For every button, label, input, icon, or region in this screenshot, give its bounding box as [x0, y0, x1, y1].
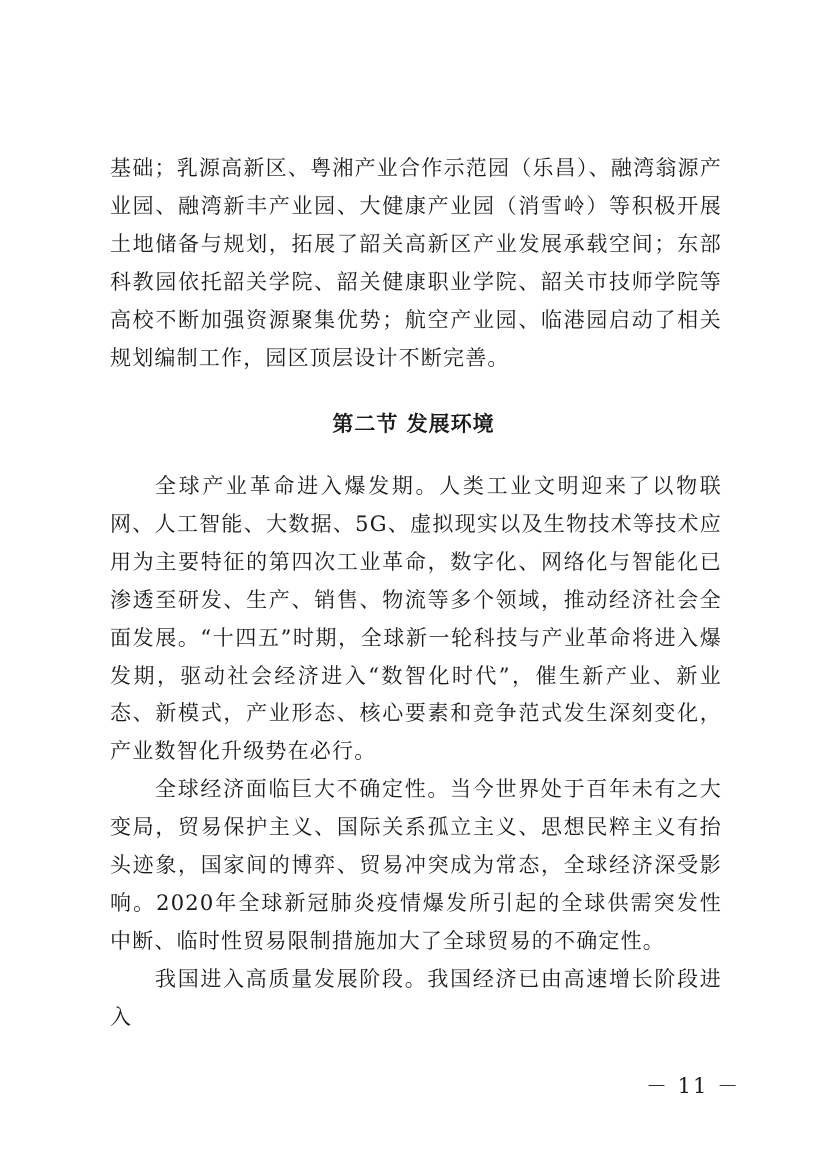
paragraph-global-uncertainty: 全球经济面临巨大不确定性。当今世界处于百年未有之大变局，贸易保护主义、国际关系孤立主义、思想民粹主义有抬头迹象，国家间的博弈、贸易冲突成为常态，全球经济深受影响。2020年全球新冠肺炎疫情爆发所引起的全球供需突发性中断、临时性贸易限制措施加大了全球贸易的不确定性。 — [110, 777, 722, 953]
section-body — [110, 468, 722, 1037]
page-number: － 11 － — [646, 1074, 741, 1098]
section-heading: 第二节 发展环境 — [332, 412, 495, 436]
intro-text-block — [110, 150, 722, 377]
paragraph-high-quality-development: 我国进入高质量发展阶段。我国经济已由高速增长阶段进入 — [110, 966, 722, 1029]
intro-paragraph: 基础；乳源高新区、粤湘产业合作示范园（乐昌）、融湾翁源产业园、融湾新丰产业园、大健康产业园（消雪岭）等积极开展土地储备与规划，拓展了韶关高新区产业发展承载空间；东部科教园依托韶关学院、韶关健康职业学院、韶关市技师学院等高校不断加强资源聚集优势；航空产业园、临港园启动了相关规划编制工作，园区顶层设计不断完善。 — [110, 156, 722, 370]
paragraph-industrial-revolution: 全球产业革命进入爆发期。人类工业文明迎来了以物联网、人工智能、大数据、5G、虚拟现实以及生物技术等技术应用为主要特征的第四次工业革命，数字化、网络化与智能化已渗透至研发、生产、销售、物流等多个领域，推动经济社会全面发展。“十四五”时期，全球新一轮科技与产业革命将进入爆发期，驱动社会经济进入“数智化时代”，催生新产业、新业态、新模式，产业形态、核心要素和竞争范式发生深刻变化，产业数智化升级势在必行。 — [110, 474, 722, 764]
